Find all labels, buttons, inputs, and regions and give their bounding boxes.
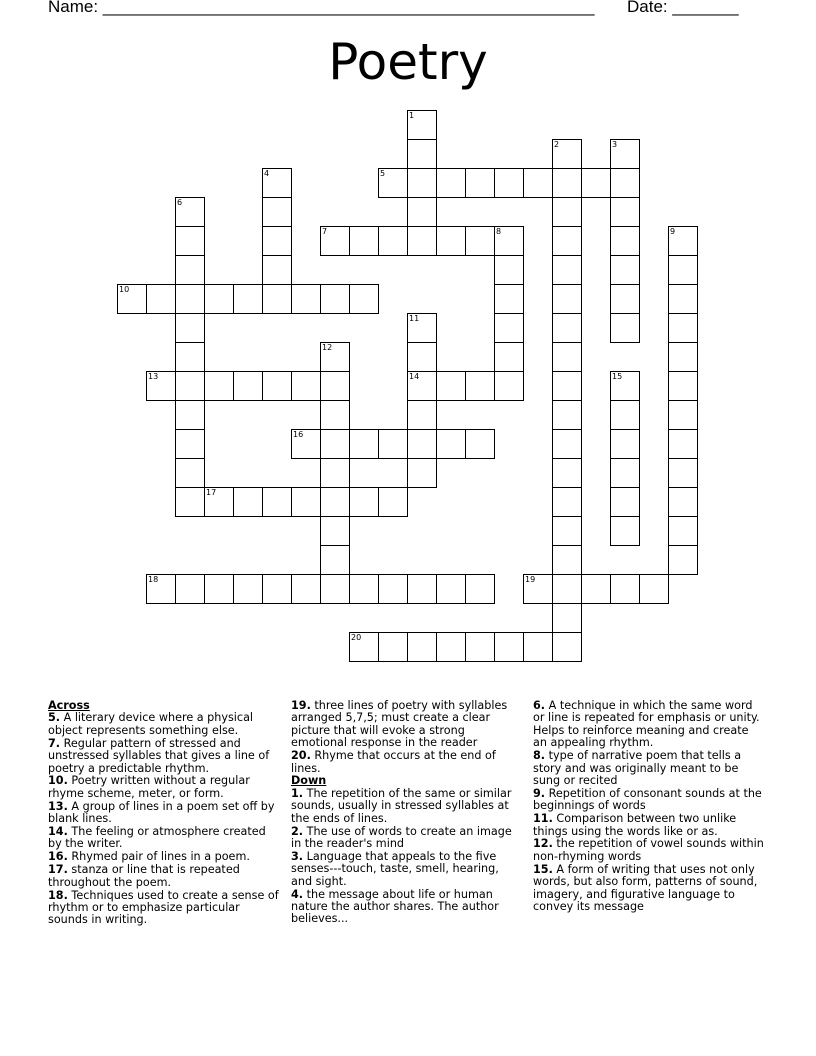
grid-cell[interactable] bbox=[146, 284, 176, 314]
clues-column-1 bbox=[48, 700, 280, 927]
grid-cell[interactable] bbox=[610, 400, 640, 430]
grid-cell[interactable] bbox=[291, 487, 321, 517]
grid-cell[interactable] bbox=[668, 545, 698, 575]
clue-number: 19 bbox=[525, 575, 536, 584]
grid-cell[interactable] bbox=[262, 487, 292, 517]
down-heading: Down bbox=[291, 774, 327, 788]
grid-cell[interactable] bbox=[465, 632, 495, 662]
clue-number: 8 bbox=[496, 227, 502, 236]
grid-cell[interactable] bbox=[320, 487, 350, 517]
grid-cell[interactable] bbox=[494, 284, 524, 314]
clue-number: 18 bbox=[148, 575, 159, 584]
clues-column-2 bbox=[291, 700, 523, 926]
grid-cell[interactable] bbox=[465, 168, 495, 198]
clue-number: 5 bbox=[380, 169, 386, 178]
grid-cell[interactable] bbox=[407, 371, 437, 401]
grid-cell[interactable] bbox=[175, 342, 205, 372]
grid-cell[interactable] bbox=[639, 574, 669, 604]
grid-cell[interactable] bbox=[494, 313, 524, 343]
down-clue: 4. the message about life or human nature the author shares. The author believes... bbox=[291, 887, 499, 926]
grid-cell[interactable] bbox=[407, 139, 437, 169]
grid-cell[interactable] bbox=[552, 603, 582, 633]
grid-cell[interactable] bbox=[668, 400, 698, 430]
clue-number: 16 bbox=[293, 430, 304, 439]
grid-cell[interactable] bbox=[262, 255, 292, 285]
grid-cell[interactable] bbox=[262, 574, 292, 604]
grid-cell[interactable] bbox=[610, 197, 640, 227]
across-heading: Across bbox=[48, 699, 90, 712]
grid-cell[interactable] bbox=[465, 226, 495, 256]
down-clue: 1. The repetition of the same or similar sounds, usually in stressed syllables at the ends of lines. bbox=[291, 786, 512, 825]
grid-cell[interactable] bbox=[552, 284, 582, 314]
grid-cell[interactable] bbox=[146, 574, 176, 604]
grid-cell[interactable] bbox=[523, 168, 553, 198]
across-clue: 16. Rhymed pair of lines in a poem. bbox=[48, 850, 250, 864]
grid-cell[interactable] bbox=[407, 313, 437, 343]
grid-cell[interactable] bbox=[494, 632, 524, 662]
grid-cell[interactable] bbox=[668, 284, 698, 314]
grid-cell[interactable] bbox=[407, 458, 437, 488]
grid-cell[interactable] bbox=[320, 342, 350, 372]
grid-cell[interactable] bbox=[552, 197, 582, 227]
grid-cell[interactable] bbox=[552, 487, 582, 517]
clue-number: 20 bbox=[351, 633, 362, 642]
grid-cell[interactable] bbox=[668, 313, 698, 343]
grid-cell[interactable] bbox=[552, 371, 582, 401]
grid-cell[interactable] bbox=[320, 516, 350, 546]
clue-number: 13 bbox=[148, 372, 159, 381]
clues-column-3 bbox=[533, 700, 765, 914]
name-field[interactable]: Name: ____________________________________________________ bbox=[48, 0, 595, 16]
grid-cell[interactable] bbox=[581, 574, 611, 604]
grid-cell[interactable] bbox=[175, 400, 205, 430]
across-clue: 7. Regular pattern of stressed and unstressed syllables that gives a line of poetry a predictable rhythm. bbox=[48, 736, 270, 775]
across-clue: 17. stanza or line that is repeated throughout the poem. bbox=[48, 863, 240, 889]
grid-cell[interactable] bbox=[610, 458, 640, 488]
grid-cell[interactable] bbox=[291, 371, 321, 401]
grid-cell[interactable] bbox=[175, 458, 205, 488]
grid-cell[interactable] bbox=[436, 429, 466, 459]
grid-cell[interactable] bbox=[233, 371, 263, 401]
grid-cell[interactable] bbox=[204, 371, 234, 401]
clue-number: 2 bbox=[554, 140, 560, 149]
across-clue: 10. Poetry written without a regular rhyme scheme, meter, or form. bbox=[48, 774, 250, 800]
grid-cell[interactable] bbox=[610, 516, 640, 546]
grid-cell[interactable] bbox=[465, 371, 495, 401]
clue-number: 11 bbox=[409, 314, 420, 323]
across-clue: 18. Techniques used to create a sense of rhythm or to emphasize particular sounds in writing. bbox=[48, 888, 279, 927]
clue-number: 14 bbox=[409, 372, 420, 381]
down-clue: 2. The use of words to create an image in the reader's mind bbox=[291, 824, 512, 850]
grid-cell[interactable] bbox=[465, 574, 495, 604]
clue-number: 3 bbox=[612, 140, 618, 149]
grid-cell[interactable] bbox=[407, 342, 437, 372]
down-clue: 9. Repetition of consonant sounds at the beginnings of words bbox=[533, 786, 762, 813]
grid-cell[interactable] bbox=[436, 371, 466, 401]
grid-cell[interactable] bbox=[320, 400, 350, 430]
grid-cell[interactable] bbox=[552, 516, 582, 546]
grid-cell[interactable] bbox=[175, 371, 205, 401]
grid-cell[interactable] bbox=[552, 429, 582, 459]
grid-cell[interactable] bbox=[175, 429, 205, 459]
grid-cell[interactable] bbox=[552, 168, 582, 198]
grid-cell[interactable] bbox=[175, 197, 205, 227]
grid-cell[interactable] bbox=[320, 574, 350, 604]
date-field[interactable]: Date: _______ bbox=[627, 0, 739, 16]
grid-cell[interactable] bbox=[436, 574, 466, 604]
grid-cell[interactable] bbox=[175, 226, 205, 256]
grid-cell[interactable] bbox=[291, 429, 321, 459]
grid-cell[interactable] bbox=[349, 574, 379, 604]
grid-cell[interactable] bbox=[523, 574, 553, 604]
page-title: Poetry bbox=[328, 33, 488, 91]
grid-cell[interactable] bbox=[378, 632, 408, 662]
grid-cell[interactable] bbox=[668, 226, 698, 256]
grid-cell[interactable] bbox=[407, 400, 437, 430]
grid-cell[interactable] bbox=[349, 632, 379, 662]
grid-cell[interactable] bbox=[581, 168, 611, 198]
grid-cell[interactable] bbox=[610, 371, 640, 401]
grid-cell[interactable] bbox=[291, 284, 321, 314]
grid-cell[interactable] bbox=[668, 429, 698, 459]
grid-cell[interactable] bbox=[552, 545, 582, 575]
grid-cell[interactable] bbox=[494, 342, 524, 372]
grid-cell[interactable] bbox=[610, 574, 640, 604]
grid-cell[interactable] bbox=[320, 429, 350, 459]
grid-cell[interactable] bbox=[378, 487, 408, 517]
grid-cell[interactable] bbox=[668, 516, 698, 546]
grid-cell[interactable] bbox=[610, 487, 640, 517]
clue-number: 6 bbox=[177, 198, 183, 207]
grid-cell[interactable] bbox=[378, 168, 408, 198]
grid-cell[interactable] bbox=[262, 226, 292, 256]
grid-cell[interactable] bbox=[610, 168, 640, 198]
grid-cell[interactable] bbox=[494, 255, 524, 285]
grid-cell[interactable] bbox=[552, 342, 582, 372]
grid-cell[interactable] bbox=[552, 400, 582, 430]
grid-cell[interactable] bbox=[552, 458, 582, 488]
grid-cell[interactable] bbox=[610, 313, 640, 343]
grid-cell[interactable] bbox=[175, 255, 205, 285]
grid-cell[interactable] bbox=[552, 313, 582, 343]
grid-cell[interactable] bbox=[349, 429, 379, 459]
grid-cell[interactable] bbox=[291, 574, 321, 604]
grid-cell[interactable] bbox=[552, 574, 582, 604]
clue-number: 12 bbox=[322, 343, 333, 352]
grid-cell[interactable] bbox=[233, 284, 263, 314]
grid-cell[interactable] bbox=[668, 255, 698, 285]
grid-cell[interactable] bbox=[407, 110, 437, 140]
grid-cell[interactable] bbox=[378, 574, 408, 604]
clue-number: 15 bbox=[612, 372, 623, 381]
grid-cell[interactable] bbox=[320, 545, 350, 575]
grid-cell[interactable] bbox=[610, 284, 640, 314]
grid-cell[interactable] bbox=[320, 226, 350, 256]
grid-cell[interactable] bbox=[233, 574, 263, 604]
grid-cell[interactable] bbox=[320, 458, 350, 488]
grid-cell[interactable] bbox=[494, 168, 524, 198]
grid-cell[interactable] bbox=[436, 168, 466, 198]
grid-cell[interactable] bbox=[204, 284, 234, 314]
grid-cell[interactable] bbox=[262, 284, 292, 314]
grid-cell[interactable] bbox=[436, 632, 466, 662]
grid-cell[interactable] bbox=[668, 371, 698, 401]
grid-cell[interactable] bbox=[610, 429, 640, 459]
down-clue: 12. the repetition of vowel sounds within non-rhyming words bbox=[533, 837, 764, 863]
grid-cell[interactable] bbox=[262, 197, 292, 227]
grid-cell[interactable] bbox=[349, 284, 379, 314]
clue-number: 9 bbox=[670, 227, 676, 236]
grid-cell[interactable] bbox=[436, 226, 466, 256]
grid-cell[interactable] bbox=[610, 226, 640, 256]
grid-cell[interactable] bbox=[378, 429, 408, 459]
grid-cell[interactable] bbox=[146, 371, 176, 401]
grid-cell[interactable] bbox=[494, 226, 524, 256]
grid-cell[interactable] bbox=[175, 284, 205, 314]
clue-number: 4 bbox=[264, 169, 270, 178]
grid-cell[interactable] bbox=[610, 139, 640, 169]
across-clue: 5. A literary device where a physical object represents something else. bbox=[48, 711, 254, 737]
grid-cell[interactable] bbox=[552, 226, 582, 256]
grid-cell[interactable] bbox=[407, 197, 437, 227]
down-clue: 3. Language that appeals to the five senses---touch, taste, smell, hearing, and sight. bbox=[291, 849, 499, 888]
grid-cell[interactable] bbox=[262, 371, 292, 401]
grid-cell[interactable] bbox=[552, 632, 582, 662]
across-clue: 13. A group of lines in a poem set off by blank lines. bbox=[48, 799, 275, 826]
grid-cell[interactable] bbox=[552, 139, 582, 169]
across-clue: 20. Rhyme that occurs at the end of lines. bbox=[291, 749, 496, 775]
grid-cell[interactable] bbox=[175, 574, 205, 604]
clue-number: 17 bbox=[206, 488, 217, 497]
grid-cell[interactable] bbox=[117, 284, 147, 314]
grid-cell[interactable] bbox=[349, 226, 379, 256]
down-clue: 6. A technique in which the same word or line is repeated for emphasis or unity. Helps to reinforce meaning and create an appealing rhythm. bbox=[533, 699, 760, 750]
grid-cell[interactable] bbox=[407, 168, 437, 198]
grid-cell[interactable] bbox=[378, 226, 408, 256]
grid-cell[interactable] bbox=[465, 429, 495, 459]
grid-cell[interactable] bbox=[233, 487, 263, 517]
grid-cell[interactable] bbox=[175, 313, 205, 343]
grid-cell[interactable] bbox=[668, 458, 698, 488]
across-clue: 19. three lines of poetry with syllables arranged 5,7,5; must create a clear picture that will evoke a strong emotional response in the reader bbox=[291, 699, 508, 750]
grid-cell[interactable] bbox=[407, 632, 437, 662]
grid-cell[interactable] bbox=[552, 255, 582, 285]
grid-cell[interactable] bbox=[407, 226, 437, 256]
grid-cell[interactable] bbox=[262, 168, 292, 198]
grid-cell[interactable] bbox=[320, 371, 350, 401]
down-clue: 15. A form of writing that uses not only words, but also form, patterns of sound, imagery, and figurative language to convey its message bbox=[533, 862, 758, 913]
grid-cell[interactable] bbox=[668, 342, 698, 372]
grid-cell[interactable] bbox=[610, 255, 640, 285]
grid-cell[interactable] bbox=[204, 574, 234, 604]
clue-number: 10 bbox=[119, 285, 130, 294]
grid-cell[interactable] bbox=[204, 487, 234, 517]
grid-cell[interactable] bbox=[523, 632, 553, 662]
grid-cell[interactable] bbox=[407, 574, 437, 604]
grid-cell[interactable] bbox=[320, 284, 350, 314]
grid-cell[interactable] bbox=[175, 487, 205, 517]
grid-cell[interactable] bbox=[668, 487, 698, 517]
across-clue: 14. The feeling or atmosphere created by the writer. bbox=[48, 825, 266, 851]
grid-cell[interactable] bbox=[494, 371, 524, 401]
down-clue: 11. Comparison between two unlike things using the words like or as. bbox=[533, 812, 737, 838]
grid-cell[interactable] bbox=[407, 429, 437, 459]
grid-cell[interactable] bbox=[349, 487, 379, 517]
clue-number: 1 bbox=[409, 111, 415, 120]
clue-number: 7 bbox=[322, 227, 328, 236]
down-clue: 8. type of narrative poem that tells a story and was originally meant to be sung or recited bbox=[533, 749, 742, 787]
